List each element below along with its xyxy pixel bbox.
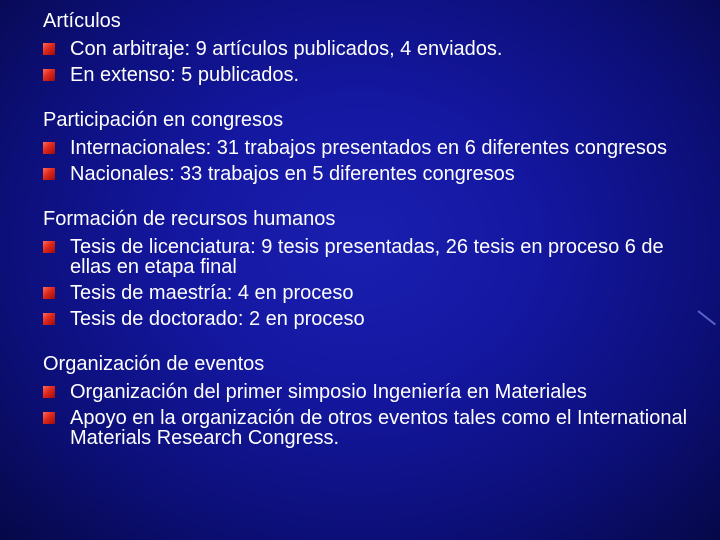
- square-bullet-icon: [43, 241, 55, 253]
- list-item: [43, 283, 703, 303]
- square-bullet-icon: [43, 142, 55, 154]
- bullet-list: [43, 382, 703, 448]
- square-bullet-icon: [43, 168, 55, 180]
- list-item-text: Nacionales: 33 trabajos en 5 diferentes congresos: [70, 163, 515, 185]
- list-item-text: Tesis de doctorado: 2 en proceso: [70, 308, 365, 330]
- square-bullet-icon: [43, 287, 55, 299]
- list-item: [43, 39, 703, 59]
- list-item: [43, 309, 703, 329]
- bullet-list: [43, 237, 703, 329]
- section-eventos: [43, 352, 703, 448]
- bullet-list: [43, 39, 703, 85]
- list-item: [43, 237, 703, 277]
- list-item-text: Tesis de maestría: 4 en proceso: [70, 282, 354, 304]
- list-item-text: Apoyo en la organización de otros eventos tales como el International Materials Research Congress.: [70, 407, 688, 449]
- square-bullet-icon: [43, 313, 55, 325]
- square-bullet-icon: [43, 43, 55, 55]
- section-heading: Organización de eventos: [43, 353, 265, 375]
- list-item: [43, 138, 703, 158]
- list-item-text: En extenso: 5 publicados.: [70, 64, 300, 86]
- section-articulos: [43, 9, 703, 85]
- list-item-text: Internacionales: 31 trabajos presentados en 6 diferentes congresos: [70, 137, 668, 159]
- bullet-list: [43, 138, 703, 184]
- section-congresos: [43, 108, 703, 184]
- list-item-text: Organización del primer simposio Ingeniería en Materiales: [70, 381, 587, 403]
- list-item-text: Tesis de licenciatura: 9 tesis presentadas, 26 tesis en proceso 6 de ellas en etapa final: [70, 236, 664, 278]
- section-recursos-humanos: [43, 207, 703, 329]
- list-item-text: Con arbitraje: 9 artículos publicados, 4 enviados.: [70, 38, 503, 60]
- square-bullet-icon: [43, 69, 55, 81]
- list-item: [43, 382, 703, 402]
- list-item: [43, 65, 703, 85]
- slide-content: [43, 9, 703, 471]
- list-item: [43, 408, 703, 448]
- section-heading: Formación de recursos humanos: [43, 208, 336, 230]
- section-heading: Participación en congresos: [43, 109, 284, 131]
- section-heading: Artículos: [43, 10, 121, 32]
- list-item: [43, 164, 703, 184]
- square-bullet-icon: [43, 412, 55, 424]
- square-bullet-icon: [43, 386, 55, 398]
